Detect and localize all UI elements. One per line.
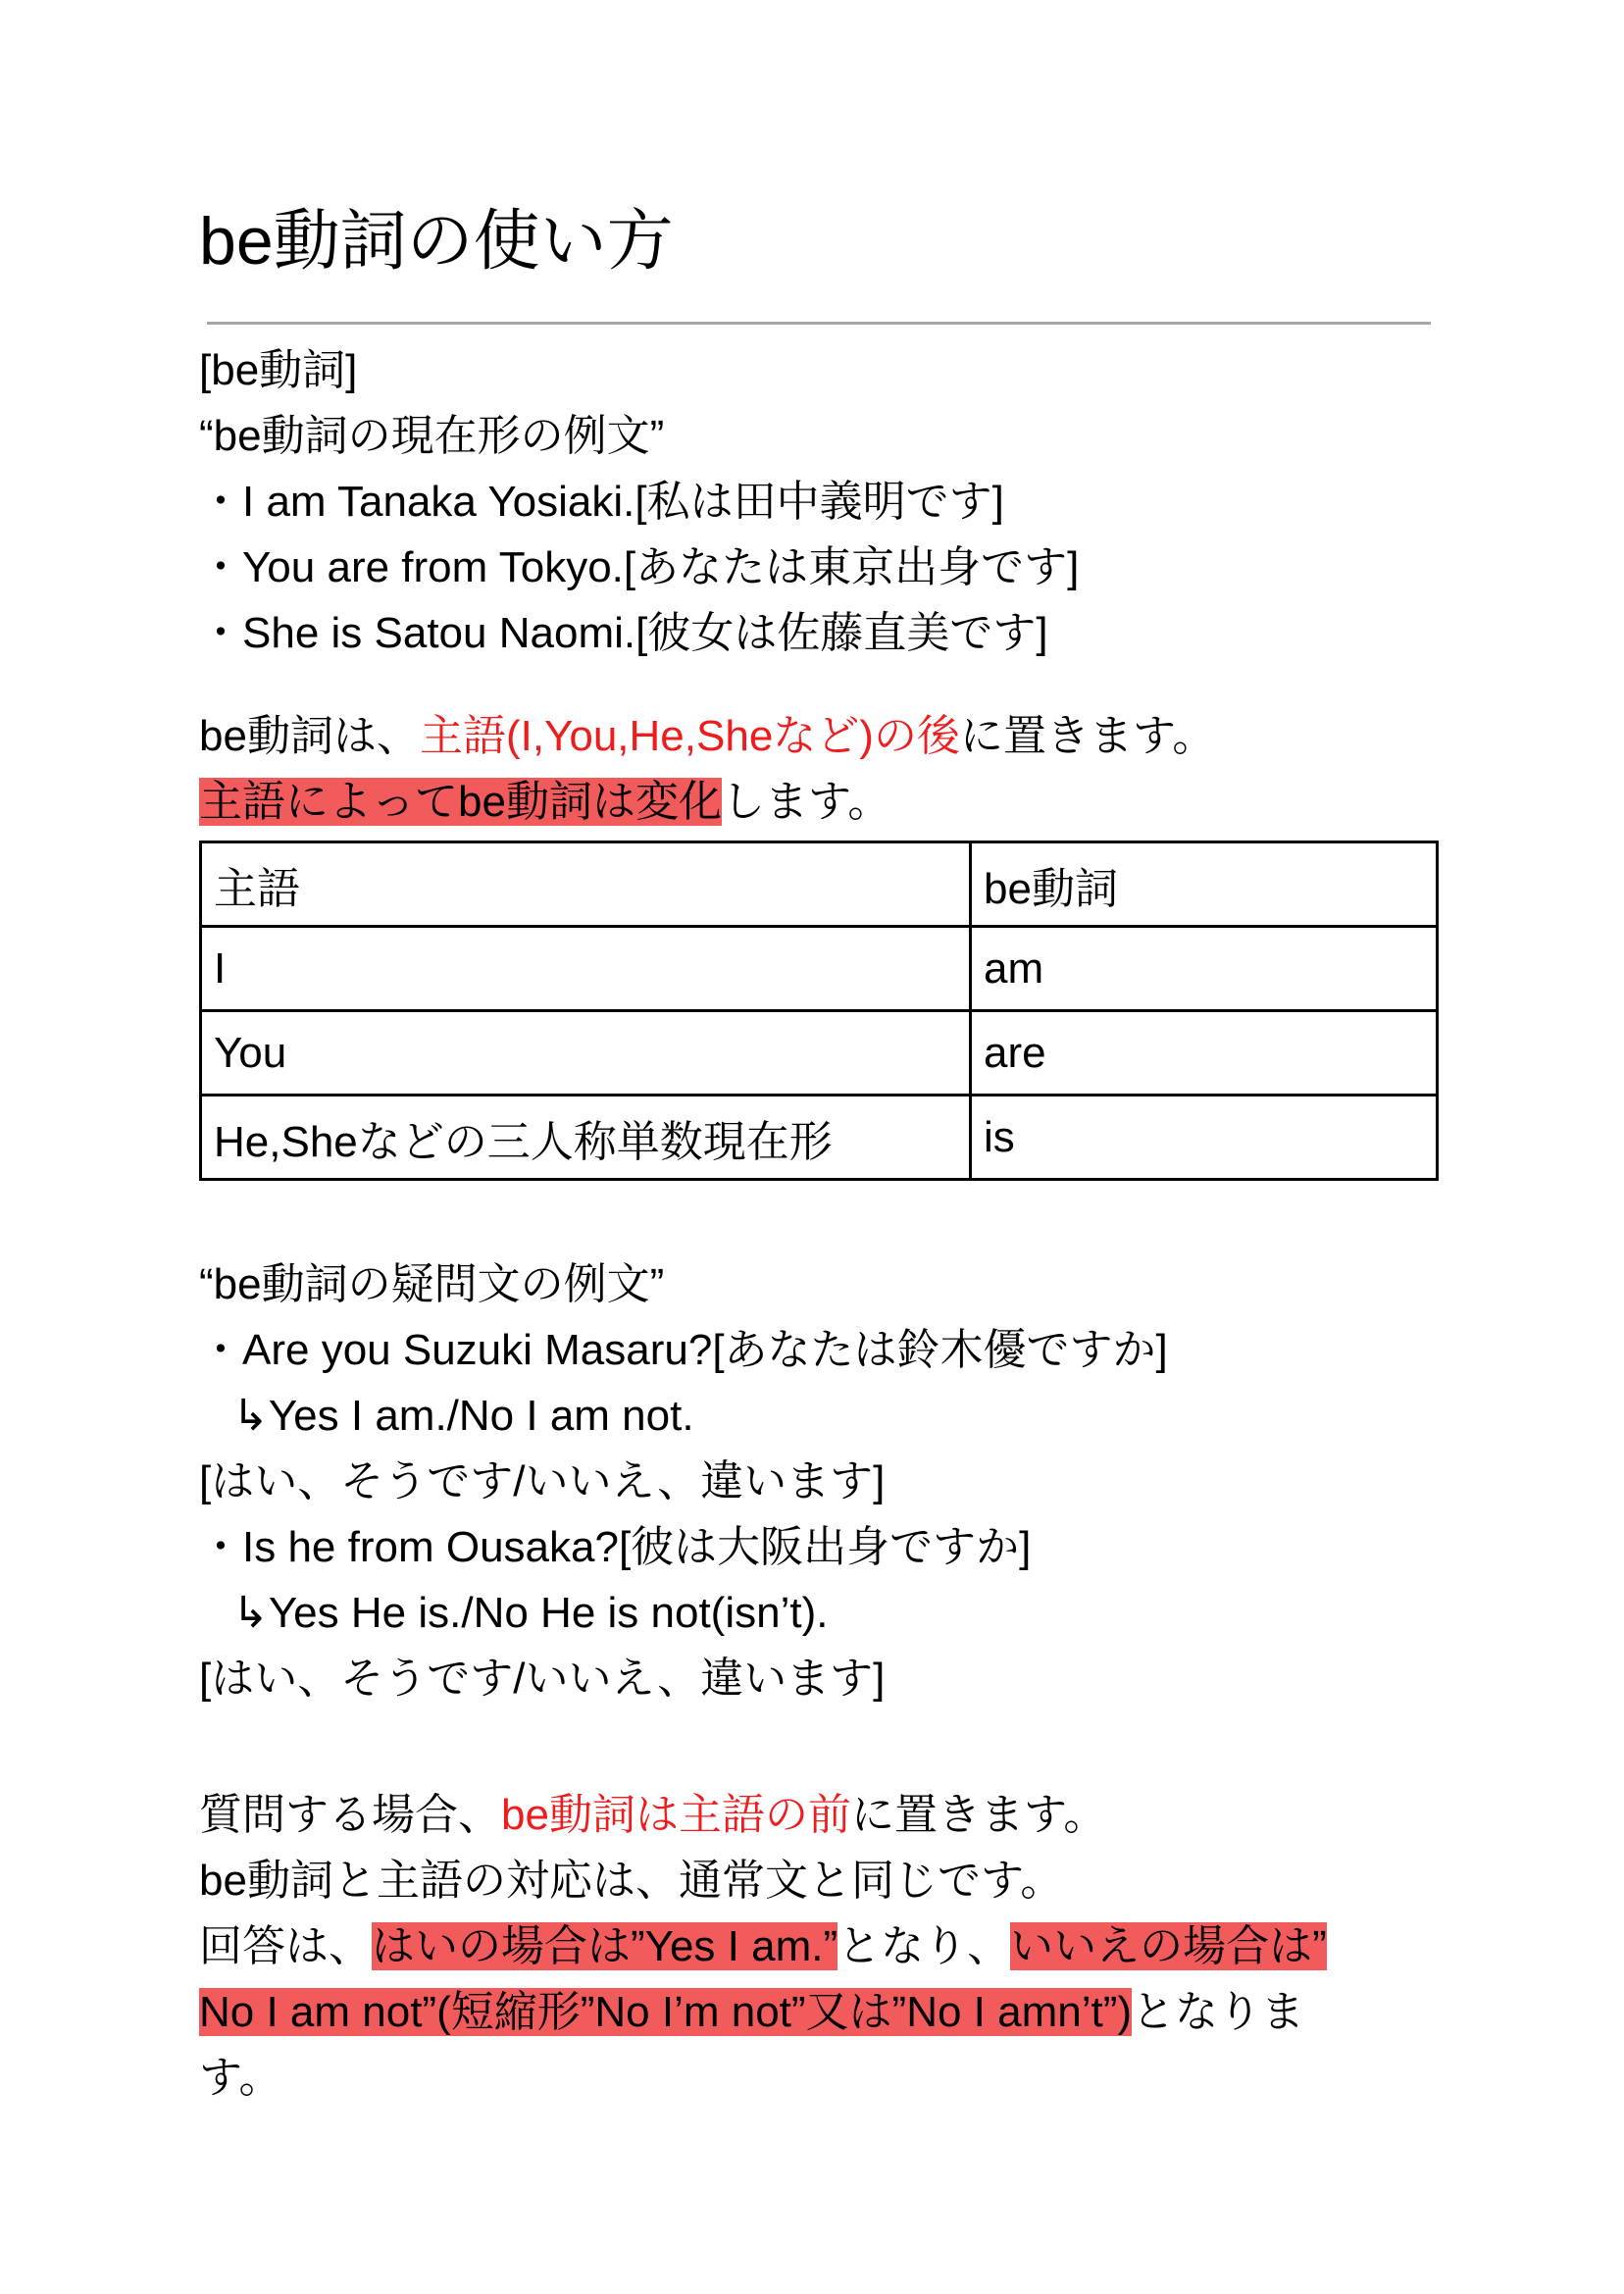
- table-header-row: [201, 842, 1438, 927]
- rule2-highlight: 主語によってbe動詞は変化: [199, 778, 722, 826]
- table-cell-be-verb: are: [971, 1011, 1438, 1096]
- answer-translation-2: [はい、そうです/いいえ、違います]: [199, 1655, 886, 1703]
- table-row: [201, 927, 1438, 1011]
- present-section: [199, 337, 1494, 2111]
- rule3-suffix: に置きます。: [850, 1791, 1107, 1839]
- table-cell-subject: You: [201, 1011, 971, 1096]
- rule1-prefix: be動詞は、: [199, 712, 420, 760]
- rule-answer-line-1: [199, 1913, 1494, 1979]
- rule5-tail: となりま: [1132, 1988, 1305, 2036]
- table-cell-be-verb: is: [971, 1096, 1438, 1180]
- question-heading: “be動詞の疑問文の例文”: [199, 1260, 665, 1308]
- rule5-highlight-no-cont: No I am not”(短縮形”No I’m not”又は”No I amn’t”): [199, 1988, 1133, 2036]
- question-example-2: ・Is he from Ousaka?[彼は大阪出身ですか]: [199, 1523, 1032, 1571]
- table-row: [201, 1096, 1438, 1180]
- present-example-2: ・You are from Tokyo.[あなたは東京出身です]: [199, 543, 1080, 591]
- table-row: [201, 1011, 1438, 1096]
- rule1-red-text: 主語(I,You,He,Sheなど)の後: [419, 712, 960, 760]
- table-header-be-verb: be動詞: [971, 842, 1438, 927]
- answer-example-2: ↳Yes He is./No He is not(isn’t).: [232, 1589, 829, 1637]
- rule3-red-text: be動詞は主語の前: [501, 1791, 851, 1839]
- rule5-highlight-yes: はいの場合は”Yes I am.”: [372, 1922, 838, 1970]
- table-cell-be-verb: am: [971, 927, 1438, 1011]
- table-header-subject: 主語: [201, 842, 971, 927]
- spacer: [199, 1711, 1494, 1782]
- rule-subject-change: [199, 769, 1494, 835]
- rule-subject-position: [199, 703, 1494, 769]
- page-title: be動詞の使い方: [199, 204, 674, 279]
- rule-answer-line-2: [199, 1979, 1494, 2045]
- section-label: [be動詞]: [199, 346, 358, 394]
- table-cell-subject: He,Sheなどの三人称単数現在形: [201, 1096, 971, 1180]
- rule-question-order: [199, 1782, 1494, 1848]
- subject-be-verb-table: [199, 841, 1439, 1181]
- rule2-suffix: します。: [721, 778, 891, 826]
- question-example-1: ・Are you Suzuki Masaru?[あなたは鈴木優ですか]: [199, 1326, 1168, 1374]
- present-heading: “be動詞の現在形の例文”: [199, 412, 665, 460]
- table-cell-subject: I: [201, 927, 971, 1011]
- rule1-suffix: に置きます。: [959, 712, 1216, 760]
- rule5-mid: となり、: [837, 1922, 1011, 1970]
- title-divider: [207, 322, 1431, 325]
- rule3-prefix: 質問する場合、: [199, 1791, 501, 1839]
- rule-correspondence: be動詞と主語の対応は、通常文と同じです。: [199, 1857, 1064, 1905]
- answer-translation-1: [はい、そうです/いいえ、違います]: [199, 1457, 886, 1505]
- spacer: [199, 666, 1494, 703]
- spacer: [199, 1181, 1494, 1251]
- answer-example-1: ↳Yes I am./No I am not.: [232, 1392, 694, 1440]
- present-example-1: ・I am Tanaka Yosiaki.[私は田中義明です]: [199, 478, 1004, 526]
- rule5-prefix: 回答は、: [199, 1922, 372, 1970]
- rule-answer-line-3: す。: [199, 2054, 282, 2102]
- present-example-3: ・She is Satou Naomi.[彼女は佐藤直美です]: [199, 609, 1048, 657]
- rule5-highlight-no: いいえの場合は”: [1010, 1922, 1327, 1970]
